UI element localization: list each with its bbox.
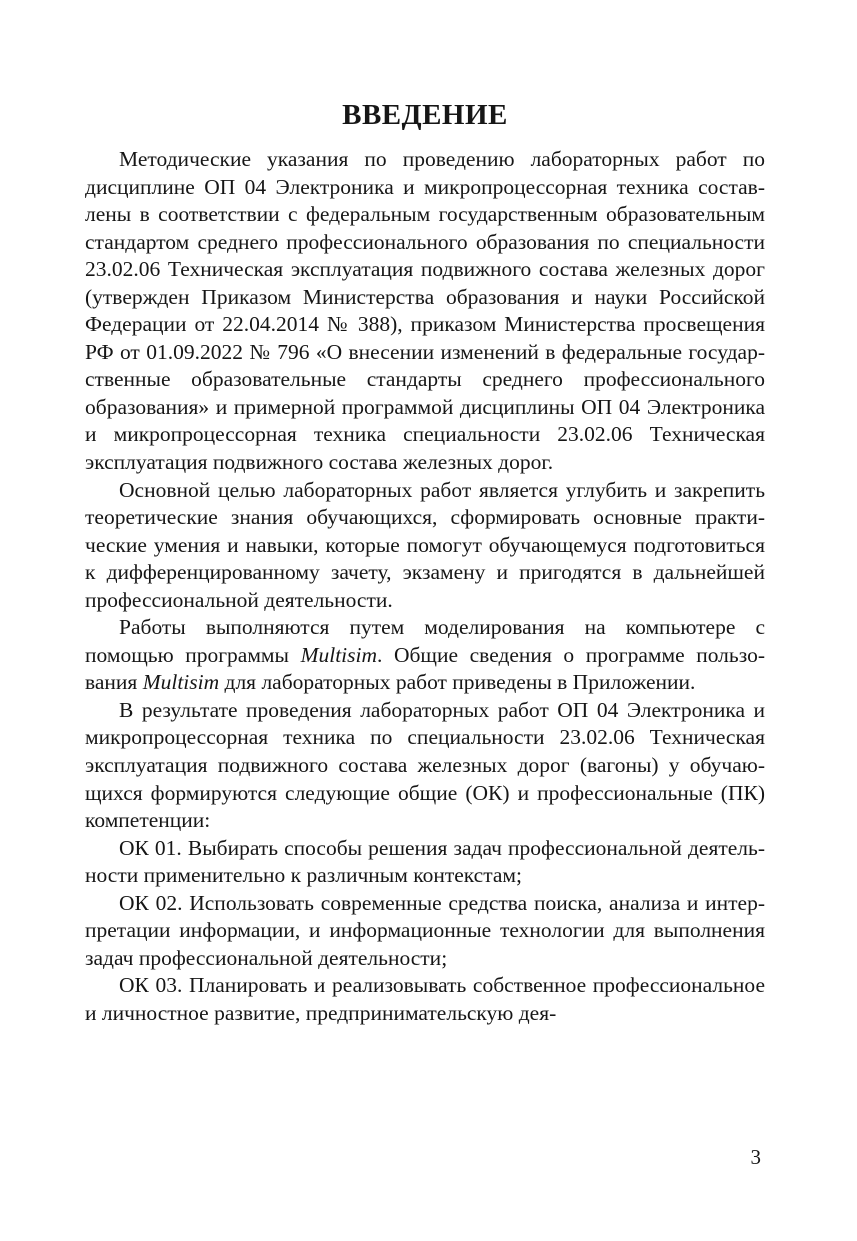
text-segment: ОК 01. Выбирать способы решения задач профессиональной деятельности применительно к различным контекстам; [85, 835, 765, 888]
paragraph [85, 477, 765, 615]
program-name-italic: Multisim [300, 642, 378, 667]
text-segment: В результате проведения лабораторных работ ОП 04 Электроника и микропроцессорная техника по специальности 23.02.06 Техническая эксплуатация подвижного состава железных дорог (вагоны) у обучающихся формируются следующие общие (ОК) и профессиональные (ПК) компетенции: [85, 697, 765, 833]
text-segment: ОК 03. Планировать и реализовывать собственное профессиональное и личностное развитие, предпринимательскую дея- [85, 973, 765, 1025]
page-title: ВВЕДЕНИЕ [342, 99, 508, 131]
text-segment: Основной целью лабораторных работ является углубить и закрепить теоретические знания обучающихся, сформировать основные практические умения и навыки, которые помогут обучающемуся подготовиться к дифференцированному зачету, экзамену и пригодятся в дальнейшей профессиональной деятельности. [85, 477, 765, 612]
paragraph [85, 835, 765, 890]
paragraph [85, 146, 765, 477]
text-segment: для лабораторных работ приведены в Приложении. [219, 670, 696, 695]
body-text [85, 146, 765, 1028]
paragraph [85, 890, 765, 973]
program-name-italic: Multisim [142, 670, 220, 695]
text-segment: ОК 02. Использовать современные средства поиска, анализа и интерпретации информации, и информационные технологии для выполнения задач профессиональной деятельности; [85, 890, 765, 970]
paragraph [85, 614, 765, 697]
text-segment: Методические указания по проведению лабораторных работ по дисциплине ОП 04 Электроника и микропроцессорная техника составлены в соответствии с федеральным государственным образовательным стандартом среднего профессионального образования по специальности 23.02.06 Техническая эксплуатация подвижного состава железных дорог (утвержден Приказом Министерства образования и науки Российской Федерации от 22.04.2014 № 388), приказом Министерства просвещения РФ от 01.09.2022 № 796 «О внесении изменений в федеральные государственные образовательные стандарты среднего профессионального образования» и примерной программой дисциплины ОП 04 Электроника и микропроцессорная техника специальности 23.02.06 Техническая эксплуатация подвижного состава железных дорог. [85, 147, 765, 475]
paragraph [85, 697, 765, 835]
text-segment: Работы выполняются путем моделирования на компьютере с помощью программы [85, 615, 765, 667]
text-segment: . Общие сведения о программе пользования [85, 642, 765, 695]
paragraph [85, 972, 765, 1027]
page-number: 3 [750, 1145, 761, 1169]
